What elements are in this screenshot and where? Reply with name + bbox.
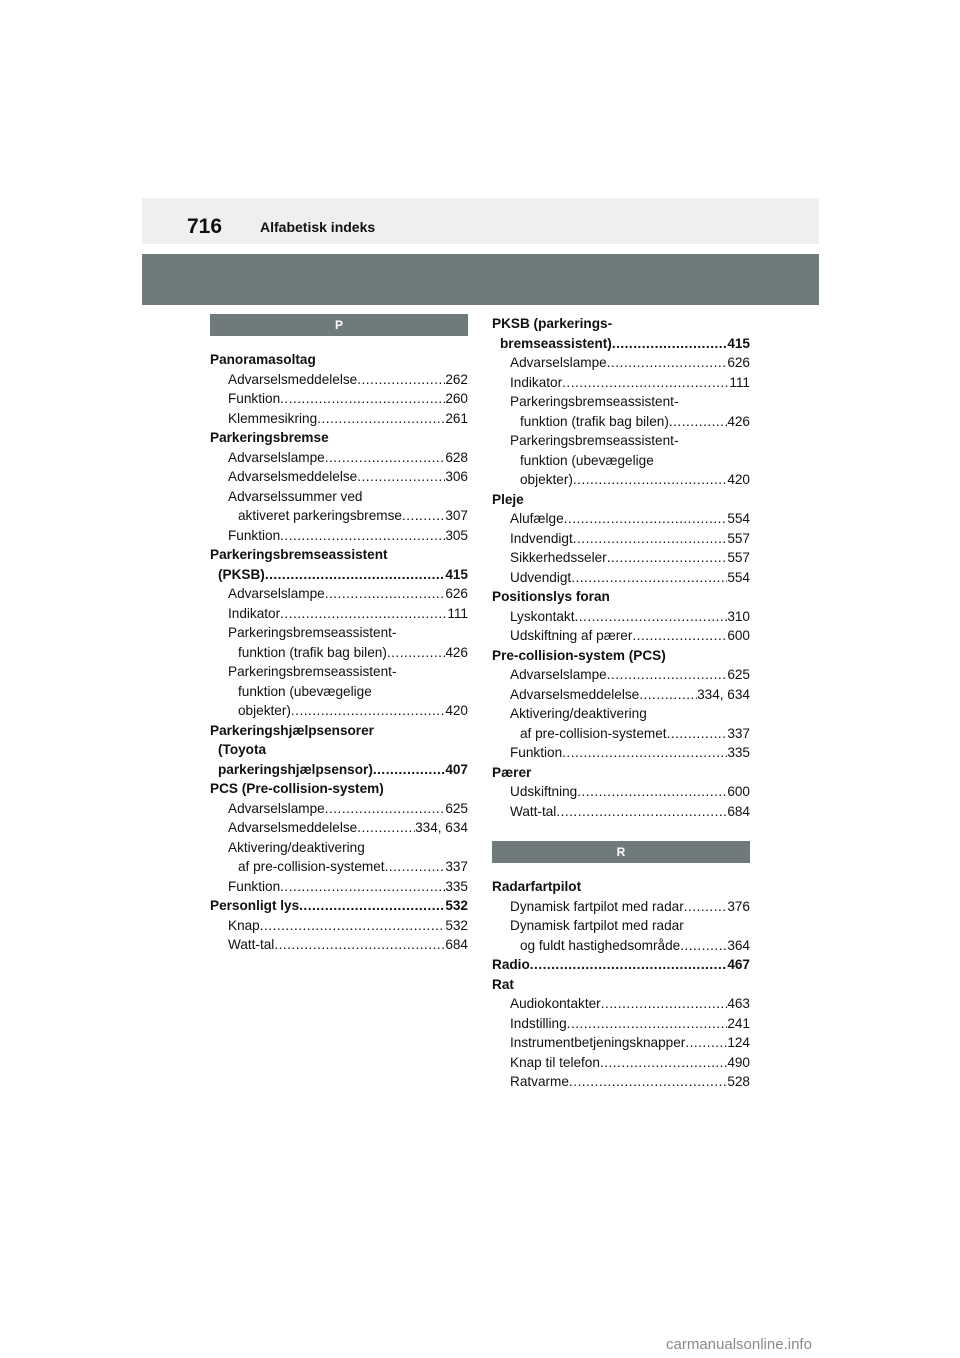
index-subentry [492, 704, 750, 724]
dot-leader [562, 743, 727, 763]
page-number: 716 [187, 215, 223, 238]
entry-label: Parkeringsbremseassistent- [510, 433, 679, 448]
page-reference: 310 [727, 608, 750, 624]
dot-leader [612, 334, 727, 354]
page-reference: 111 [447, 605, 468, 621]
entry-label: Watt-tal [228, 937, 275, 952]
index-subentry [210, 448, 468, 468]
index-subentry [210, 604, 468, 624]
index-subentry [492, 548, 750, 568]
index-subentry [210, 487, 468, 507]
index-entry [210, 565, 468, 585]
index-subentry [492, 353, 750, 373]
page-reference: 262 [445, 371, 468, 387]
dot-leader [265, 565, 445, 585]
index-subentry [210, 877, 468, 897]
dot-leader [601, 994, 728, 1014]
page-reference: 415 [445, 566, 468, 582]
section-header: P [210, 314, 468, 336]
index-subentry [210, 467, 468, 487]
page-reference: 334, 634 [415, 820, 468, 835]
entry-label: Udskiftning af pærer [510, 628, 633, 643]
entry-label: Instrumentbetjeningsknapper [510, 1035, 686, 1050]
page-reference: 684 [445, 937, 468, 952]
index-subentry [210, 916, 468, 936]
index-subentry [210, 389, 468, 409]
entry-label: Advarselsmeddelelse [228, 469, 358, 484]
dot-leader [280, 604, 447, 624]
dot-leader [684, 897, 728, 917]
page-reference: 628 [445, 449, 468, 465]
entry-label: Advarselslampe [228, 449, 325, 465]
dot-leader [577, 782, 727, 802]
dot-leader [607, 665, 728, 685]
dot-leader [317, 409, 445, 429]
index-subentry [210, 506, 468, 526]
running-title: Alfabetisk indeks [260, 219, 376, 235]
dot-leader [260, 916, 446, 936]
entry-label: (PKSB) [218, 566, 265, 582]
index-subentry [492, 724, 750, 744]
page-reference: 426 [727, 413, 750, 429]
header-dark-band [142, 254, 819, 305]
index-subentry [492, 607, 750, 627]
entry-label: af pre-collision-systemet [520, 725, 667, 741]
index-entry [210, 721, 468, 741]
dot-leader [291, 701, 445, 721]
index-subentry [492, 802, 750, 822]
index-entry [210, 896, 468, 916]
page-reference: 467 [727, 957, 750, 972]
entry-label: funktion (ubevægelige [238, 683, 372, 699]
entry-label: Sikkerhedsseler [510, 550, 607, 565]
index-subentry [492, 685, 750, 705]
index-entry [492, 490, 750, 510]
page-reference: 554 [727, 569, 750, 585]
entry-label: Pre-collision-system (PCS) [492, 647, 666, 663]
entry-label: Aktivering/deaktivering [510, 706, 647, 721]
entry-label: Personligt lys [210, 898, 300, 913]
entry-label: Positionslys foran [492, 589, 610, 604]
entry-label: Lyskontakt [510, 608, 575, 624]
entry-label: Parkeringsbremseassistent- [228, 625, 397, 640]
entry-label: Audiokontakter [510, 996, 601, 1011]
page-reference: 626 [445, 586, 468, 601]
entry-label: Funktion [228, 527, 281, 543]
index-subentry [492, 665, 750, 685]
index-subentry [492, 412, 750, 432]
dot-leader [325, 448, 446, 468]
section-header: R [492, 841, 750, 863]
page-reference: 554 [727, 511, 750, 526]
page-reference: 684 [727, 803, 750, 819]
dot-leader [564, 509, 728, 529]
dot-leader [280, 526, 445, 546]
entry-label: Panoramasoltag [210, 352, 316, 367]
index-subentry [210, 623, 468, 643]
dot-leader [571, 568, 727, 588]
page-reference: 305 [445, 527, 468, 543]
entry-label: Radarfartpilot [492, 879, 582, 894]
index-subentry [492, 373, 750, 393]
index-subentry [492, 994, 750, 1014]
entry-label: bremseassistent) [500, 335, 612, 351]
dot-leader [280, 389, 445, 409]
entry-label: Advarselssummer ved [228, 488, 363, 504]
index-entry [210, 545, 468, 565]
entry-label: PCS (Pre-collision-system) [210, 781, 384, 796]
page-reference: 111 [729, 374, 750, 390]
entry-label: funktion (ubevægelige [520, 452, 654, 468]
entry-label: Advarselsmeddelelse [228, 371, 358, 387]
dot-leader [385, 857, 446, 877]
section-spacer [210, 336, 468, 350]
index-subentry [492, 431, 750, 451]
index-subentry [492, 392, 750, 412]
page-reference: 307 [445, 508, 468, 523]
dot-leader [357, 370, 445, 390]
dot-leader [573, 529, 728, 549]
entry-label: Knap til telefon [510, 1054, 600, 1070]
entry-label: Knap [228, 917, 260, 933]
dot-leader [667, 724, 728, 744]
dot-leader [274, 935, 445, 955]
entry-label: Parkeringsbremse [210, 430, 329, 445]
entry-label: Advarselsmeddelelse [510, 686, 640, 702]
page-reference: 528 [727, 1074, 750, 1089]
dot-leader [607, 353, 728, 373]
dot-leader [325, 584, 446, 604]
index-subentry [210, 799, 468, 819]
page-reference: 376 [727, 898, 750, 914]
index-subentry [492, 936, 750, 956]
dot-leader [280, 877, 445, 897]
page-reference: 407 [445, 761, 468, 777]
index-subentry [210, 935, 468, 955]
entry-label: Advarselslampe [510, 667, 607, 682]
page-reference: 334, 634 [697, 686, 750, 702]
entry-label: parkeringshjælpsensor) [218, 761, 373, 777]
entry-label: Parkeringsbremseassistent- [510, 394, 679, 409]
page-reference: 420 [727, 472, 750, 487]
dot-leader [402, 506, 445, 526]
entry-label: Dynamisk fartpilot med radar [510, 898, 684, 914]
dot-leader [639, 685, 697, 705]
section-spacer [492, 821, 750, 841]
page-reference: 306 [445, 469, 468, 484]
entry-label: Aktivering/deaktivering [228, 839, 365, 855]
index-subentry [492, 451, 750, 471]
entry-label: Udskiftning [510, 784, 578, 799]
entry-label: Alufælge [510, 511, 564, 526]
header-band [142, 198, 819, 244]
dot-leader [600, 1053, 727, 1073]
index-subentry [210, 818, 468, 838]
watermark: carmanualsonline.info [666, 1336, 812, 1353]
page-reference: 335 [727, 745, 750, 760]
page-reference: 261 [445, 410, 468, 426]
index-subentry [210, 409, 468, 429]
entry-label: Parkeringsbremseassistent- [228, 664, 397, 679]
page-reference: 625 [727, 667, 750, 682]
page-reference: 364 [727, 937, 750, 953]
index-entry [492, 587, 750, 607]
page-reference: 625 [445, 800, 468, 816]
dot-leader [680, 936, 727, 956]
index-subentry [210, 682, 468, 702]
index-subentry [492, 743, 750, 763]
index-entry [492, 763, 750, 783]
index-subentry [210, 370, 468, 390]
entry-label: Pærer [492, 764, 532, 780]
index-subentry [492, 1033, 750, 1053]
dot-leader [325, 799, 446, 819]
index-entry [210, 350, 468, 370]
index-subentry [210, 526, 468, 546]
page-reference: 335 [445, 878, 468, 894]
index-subentry [210, 701, 468, 721]
entry-label: Rat [492, 976, 514, 992]
entry-label: objekter) [520, 472, 573, 487]
index-entry [492, 877, 750, 897]
page-reference: 426 [445, 644, 468, 660]
page-reference: 124 [727, 1035, 750, 1050]
index-subentry [492, 509, 750, 529]
dot-leader [530, 955, 728, 975]
index-subentry [492, 470, 750, 490]
page-reference: 600 [727, 628, 750, 643]
index-subentry [210, 662, 468, 682]
index-subentry [210, 838, 468, 858]
entry-label: Advarselslampe [228, 800, 325, 816]
index-subentry [492, 916, 750, 936]
page-reference: 600 [727, 784, 750, 799]
index-subentry [210, 643, 468, 663]
dot-leader [685, 1033, 727, 1053]
index-subentry [492, 897, 750, 917]
index-subentry [492, 1072, 750, 1092]
index-entry [492, 334, 750, 354]
entry-label: Radio [492, 957, 530, 972]
entry-label: Funktion [228, 391, 281, 406]
index-entry [492, 955, 750, 975]
index-subentry [492, 529, 750, 549]
entry-label: Klemmesikring [228, 410, 318, 426]
page-reference: 415 [727, 335, 750, 351]
entry-label: Indikator [228, 605, 281, 621]
entry-label: Parkeringsbremseassistent [210, 547, 388, 562]
entry-label: Advarselslampe [228, 586, 325, 601]
dot-leader [669, 412, 727, 432]
index-entry [210, 760, 468, 780]
entry-label: funktion (trafik bag bilen) [238, 644, 387, 660]
index-subentry [492, 1014, 750, 1034]
dot-leader [556, 802, 727, 822]
page-reference: 420 [445, 703, 468, 718]
dot-leader [357, 818, 415, 838]
index-subentry [492, 1053, 750, 1073]
entry-label: Indikator [510, 374, 563, 390]
index-column-left [210, 314, 468, 955]
page-reference: 490 [727, 1054, 750, 1070]
index-subentry [210, 857, 468, 877]
entry-label: Advarselslampe [510, 355, 607, 370]
index-subentry [492, 782, 750, 802]
index-entry [492, 975, 750, 995]
index-entry [492, 314, 750, 334]
index-column-right [492, 314, 750, 1092]
page-reference: 241 [727, 1015, 750, 1031]
entry-label: Indstilling [510, 1015, 567, 1031]
index-entry [492, 646, 750, 666]
entry-label: Udvendigt [510, 569, 572, 585]
dot-leader [569, 1072, 727, 1092]
entry-label: Funktion [228, 878, 281, 894]
page-reference: 557 [727, 530, 750, 546]
dot-leader [299, 896, 445, 916]
entry-label: Advarselsmeddelelse [228, 820, 358, 835]
entry-label: af pre-collision-systemet [238, 859, 385, 874]
entry-label: Ratvarme [510, 1074, 569, 1089]
page-reference: 532 [445, 917, 468, 933]
index-subentry [492, 568, 750, 588]
dot-leader [373, 760, 445, 780]
index-subentry [492, 626, 750, 646]
index-entry [210, 779, 468, 799]
dot-leader [607, 548, 728, 568]
dot-leader [562, 373, 729, 393]
dot-leader [387, 643, 445, 663]
entry-label: Pleje [492, 491, 524, 507]
page-reference: 337 [727, 725, 750, 741]
section-spacer [492, 863, 750, 877]
page-reference: 337 [445, 859, 468, 874]
page-reference: 260 [445, 391, 468, 406]
page-reference: 463 [727, 996, 750, 1011]
dot-leader [567, 1014, 728, 1034]
page-reference: 626 [727, 355, 750, 370]
entry-label: Dynamisk fartpilot med radar [510, 918, 684, 933]
entry-label: aktiveret parkeringsbremse [238, 508, 402, 523]
entry-label: PKSB (parkerings- [492, 316, 613, 331]
entry-label: (Toyota [218, 742, 267, 757]
entry-label: Parkeringshjælpsensorer [210, 722, 374, 738]
page-reference: 532 [445, 898, 468, 913]
entry-label: og fuldt hastighedsområde [520, 937, 681, 953]
index-entry [210, 428, 468, 448]
page-reference: 557 [727, 550, 750, 565]
entry-label: Funktion [510, 745, 563, 760]
entry-label: Indvendigt [510, 530, 573, 546]
index-subentry [210, 584, 468, 604]
dot-leader [573, 470, 727, 490]
dot-leader [357, 467, 445, 487]
entry-label: Watt-tal [510, 803, 557, 819]
dot-leader [574, 607, 727, 627]
entry-label: funktion (trafik bag bilen) [520, 413, 669, 429]
dot-leader [632, 626, 727, 646]
index-entry [210, 740, 468, 760]
entry-label: objekter) [238, 703, 291, 718]
